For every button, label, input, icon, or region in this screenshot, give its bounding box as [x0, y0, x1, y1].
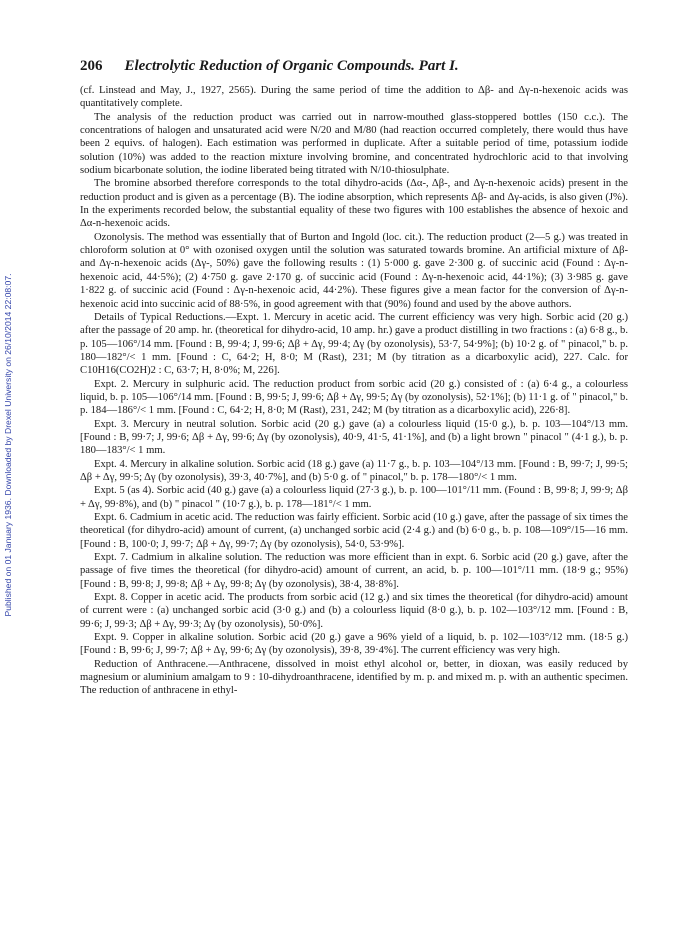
paragraph: Reduction of Anthracene.—Anthracene, dissolved in moist ethyl alcohol or, better, in dioxan, was easily reduced by magnesium or aluminium amalgam to 9 : 10-dihydroanthracene, identified by m. p. and mixed m. p. with an authentic specimen. The reduction of anthracene in ethyl-: [80, 658, 628, 697]
paragraph: Expt. 4. Mercury in alkaline solution. Sorbic acid (18 g.) gave (a) 11·7 g., b. p. 103—104°/13 mm. [Found : B, 99·7; J, 99·5; Δβ + Δγ, 99·5; Δγ (by ozonolysis), 39·3, 40·7%], and (b) 5·0 g. of " pinacol," b. p. 178—180°/< 1 mm.: [80, 458, 628, 483]
running-header: [80, 58, 628, 84]
paragraph: Expt. 7. Cadmium in alkaline solution. The reduction was more efficient than in expt. 6. Sorbic acid (20 g.) gave, after the passage of five times the theoretical (for dihydro-acid) amount of current, an acid, b. p. 100—101°/11 mm. (18·9 g.; 95%) [Found : B, 99·8; J, 99·8; Δβ + Δγ, 99·8; Δγ (by ozonolysis), 38·4, 38·8%].: [80, 552, 628, 590]
paragraph: Expt. 8. Copper in acetic acid. The products from sorbic acid (12 g.) and six times the theoretical (for dihydro-acid) amount of current were : (a) unchanged sorbic acid (3·0 g.) and (b) a colourless liquid (8·0 g.), b. p. 102—103°/12 mm. [Found : B, 99·6; J, 99·3; Δβ + Δγ, 99·3; Δγ (by ozonolysis), 50·0%].: [80, 592, 628, 630]
paragraph: Expt. 9. Copper in alkaline solution. Sorbic acid (20 g.) gave a 96% yield of a liquid, b. p. 102—103°/12 mm. (18·5 g.) [Found : B, 99·6; J, 99·7; Δβ + Δγ, 99·6; Δγ (by ozonolysis), 39·8, 39·4%]. The current efficiency was very high.: [80, 632, 628, 657]
article-body: [80, 84, 628, 698]
paragraph: Expt. 2. Mercury in sulphuric acid. The reduction product from sorbic acid (20 g.) consisted of : (a) 6·4 g., a colourless liquid, b. p. 105—106°/14 mm. [Found : B, 99·5; J, 99·6; Δβ + Δγ, 99·5; Δγ (by ozonolysis), 52·1%]; (b) 11·1 g. of " pinacol," b. p. 184—186°/< 1 mm. [Found : C, 64·2; H, 8·0; M (Rast), 231, 242; M (by titration as a dicarboxylic acid), 226·8].: [80, 378, 628, 417]
download-watermark: [1, 90, 15, 800]
page-number: 206: [80, 58, 103, 74]
paragraph: (cf. Linstead and May, J., 1927, 2565). During the same period of time the addition to Δβ- and Δγ-n-hexenoic acids was quantitatively complete.: [80, 85, 628, 110]
paragraph: Ozonolysis. The method was essentially that of Burton and Ingold (loc. cit.). The reduction product (2—5 g.) was treated in chloroform solution at 0° with ozonised oxygen until the solution was saturated towards bromine. An artificial mixture of Δβ- and Δγ-n-hexenoic acids (Δγ-, 50%) gave the following results : (1) 5·000 g. gave 2·300 g. of succinic acid (Found : Δγ-n-hexenoic acid, 44·5%); (2) 4·750 g. gave 2·170 g. of succinic acid (Found : Δγ-n-hexenoic acid, 44·1%); (3) 3·985 g. gave 1·822 g. of succinic acid (Found : Δγ-n-hexenoic acid, 44·2%). These figures give a mean factor for the conversion of Δγ-n-hexenoic acid into succinic acid of 88·5%, in good agreement with that (90%) found and used by the above authors.: [80, 231, 628, 310]
download-watermark-text: Published on 01 January 1936. Downloaded by Drexel University on 26/10/2014 22:08:07.: [3, 273, 13, 617]
paragraph: Expt. 3. Mercury in neutral solution. Sorbic acid (20 g.) gave (a) a colourless liquid (15·0 g.), b. p. 103—104°/13 mm. [Found : B, 99·7; J, 99·6; Δβ + Δγ, 99·6; Δγ (by ozonolysis), 40·9, 41·5, 41·1%], and (b) a light brown " pinacol " (4·1 g.), b. p. 180—183°/< 1 mm.: [80, 418, 628, 457]
paragraph: Details of Typical Reductions.—Expt. 1. Mercury in acetic acid. The current efficiency was very high. Sorbic acid (20 g.) after the passage of 20 amp. hr. (theoretical for dihydro-acid, 10 amp. hr.) gave a product distilling in two fractions : (a) 6·8 g., b. p. 105—106°/14 mm. [Found : B, 99·4; J, 99·6; Δβ + Δγ, 99·4; Δγ (by ozonolysis), 53·7, 54·9%]; (b) 10·2 g. of " pinacol," b. p. 180—182°/< 1 mm. [Found : C, 64·2; H, 8·0; M (Rast), 231; M (by titration as a dicarboxylic acid), 227. Calc. for C10H16(CO2H)2 : C, 63·7; H, 8·0%; M, 226].: [80, 311, 628, 377]
page: [80, 58, 628, 698]
paragraph: The bromine absorbed therefore corresponds to the total dihydro-acids (Δα-, Δβ-, and Δγ-n-hexenoic acids) present in the reduction product and is given as a percentage (B). The iodine absorption, which represents Δβ- and Δγ-acids, is also given (J%). In the experiments recorded below, the substantial equality of these two figures with 100 establishes the absence of hexoic and Δα-n-hexenoic acids.: [80, 178, 628, 230]
running-title: Electrolytic Reduction of Organic Compounds. Part I.: [124, 58, 459, 74]
paragraph: Expt. 6. Cadmium in acetic acid. The reduction was fairly efficient. Sorbic acid (10 g.) gave, after the passage of six times the theoretical (for dihydro-acid) amount of current, (a) unchanged sorbic acid (2·4 g.) and (b) 6·0 g., b. p. 108—109°/15—16 mm. [Found : B, 100·0; J, 99·7; Δβ + Δγ, 99·7; Δγ (by ozonolysis), 54·0, 53·9%].: [80, 512, 628, 550]
paragraph: Expt. 5 (as 4). Sorbic acid (40 g.) gave (a) a colourless liquid (27·3 g.), b. p. 100—101°/11 mm. (Found : B, 99·8; J, 99·9; Δβ + Δγ, 99·8%), and (b) " pinacol " (10·7 g.), b. p. 178—181°/< 1 mm.: [80, 485, 628, 510]
paragraph: The analysis of the reduction product was carried out in narrow-mouthed glass-stoppered bottles (150 c.c.). The concentrations of halogen and unsaturated acid were N/20 and M/80 (had reaction occurred completely, there would thus have been 2 equivs. of halogen). Each estimation was performed in duplicate. After a suitable period of time, potassium iodide solution (10%) was added to the reaction mixture involving bromine, and concentrated hydrochloric acid to that involving sodium bicarbonate solution, the iodine liberated being titrated with N/10-thiosulphate.: [80, 111, 628, 177]
